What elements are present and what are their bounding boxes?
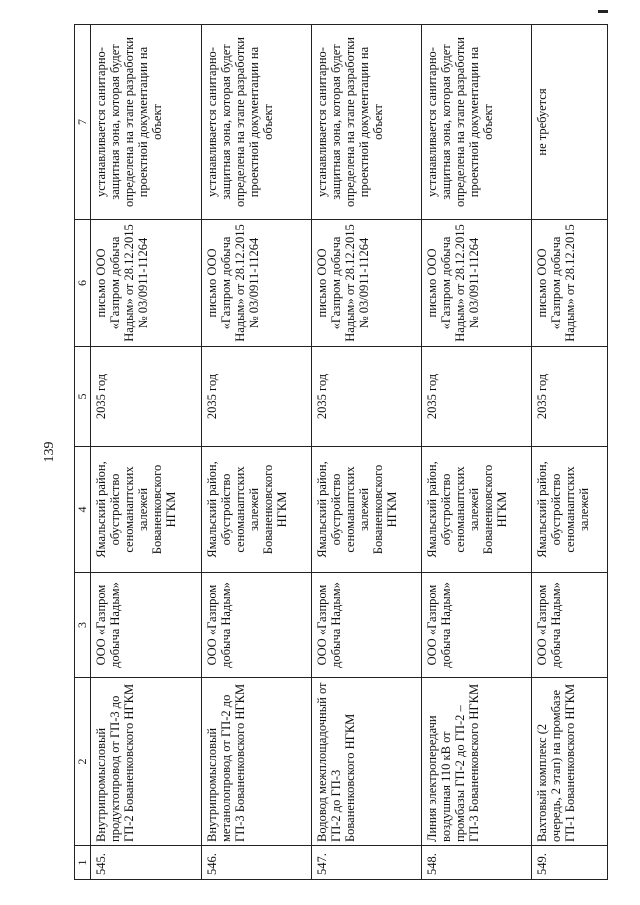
location: Ямальский район, обустройство сеноманаптских залежей Бованенковского НГКМ xyxy=(421,447,531,573)
location: Ямальский район, обустройство сеноманаптских залежей Бованенковского НГКМ xyxy=(91,447,201,573)
header-col-4: 4 xyxy=(75,447,91,573)
year: 2035 год xyxy=(421,347,531,447)
year: 2035 год xyxy=(201,347,311,447)
organization: ООО «Газпром добыча Надым» xyxy=(91,573,201,678)
table-row xyxy=(311,25,421,880)
location: Ямальский район, обустройство сеноманаптских залежей Бованенковского НГКМ xyxy=(311,447,421,573)
organization: ООО «Газпром добыча Надым» xyxy=(311,573,421,678)
year: 2035 год xyxy=(91,347,201,447)
header-col-5: 5 xyxy=(75,347,91,447)
object-name: Внутрипромысловый метанолопровод от ГП-2 до ГП-3 Бованенковского НГКМ xyxy=(201,678,311,846)
note: не требуется xyxy=(531,25,607,220)
header-col-6: 6 xyxy=(75,220,91,347)
objects-table xyxy=(74,24,608,880)
organization: ООО «Газпром добыча Надым» xyxy=(531,573,607,678)
header-col-3: 3 xyxy=(75,573,91,678)
page-number: 139 xyxy=(42,441,57,463)
object-name: Вахтовый комплекс (2 очередь, 2 этап) на промбазе ГП-1 Бованенковского НГКМ xyxy=(531,678,607,846)
note: устанавливается санитарно-защитная зона, которая будет определена на этапе разработки проектной документации на объект xyxy=(421,25,531,220)
row-number: 546. xyxy=(201,846,311,880)
object-name: Водовод межплощадочный от ГП-2 до ГП-3 Бованенковского НГКМ xyxy=(311,678,421,846)
header-col-2: 2 xyxy=(75,678,91,846)
year: 2035 год xyxy=(311,347,421,447)
organization: ООО «Газпром добыча Надым» xyxy=(201,573,311,678)
header-col-1: 1 xyxy=(75,846,91,880)
object-name: Внутрипромысловый продуктопровод от ГП-3 до ГП-2 Бованенковского НГКМ xyxy=(91,678,201,846)
row-number: 547. xyxy=(311,846,421,880)
note: устанавливается санитарно-защитная зона, которая будет определена на этапе разработки проектной документации на объект xyxy=(91,25,201,220)
basis: письмо ООО «Газпром добыча Надым» от 28.12.2015 № 03/0911-11264 xyxy=(91,220,201,347)
row-number: 545. xyxy=(91,846,201,880)
note: устанавливается санитарно-защитная зона, которая будет определена на этапе разработки проектной документации на объект xyxy=(311,25,421,220)
basis: письмо ООО «Газпром добыча Надым» от 28.12.2015 № 03/0911-11264 xyxy=(201,220,311,347)
basis: письмо ООО «Газпром добыча Надым» от 28.12.2015 № 03/0911-11264 xyxy=(311,220,421,347)
rotated-table-wrapper xyxy=(74,25,608,880)
header-col-7: 7 xyxy=(75,25,91,220)
basis: письмо ООО «Газпром добыча Надым» от 28.12.2015 xyxy=(531,220,607,347)
basis: письмо ООО «Газпром добыча Надым» от 28.12.2015 № 03/0911-11264 xyxy=(421,220,531,347)
table-row xyxy=(531,25,607,880)
row-number: 548. xyxy=(421,846,531,880)
note: устанавливается санитарно-защитная зона, которая будет определена на этапе разработки проектной документации на объект xyxy=(201,25,311,220)
organization: ООО «Газпром добыча Надым» xyxy=(421,573,531,678)
location: Ямальский район, обустройство сеноманаптских залежей Бованенковского НГКМ xyxy=(201,447,311,573)
location: Ямальский район, обустройство сеноманаптских залежей xyxy=(531,447,607,573)
row-number: 549. xyxy=(531,846,607,880)
table-row xyxy=(201,25,311,880)
year: 2035 год xyxy=(531,347,607,447)
scan-mark xyxy=(598,10,608,13)
object-name: Линия электропередачи воздушная 110 кВ от промбазы ГП-2 до ГП-2 – ГП-3 Бованенковского НГКМ xyxy=(421,678,531,846)
header-row xyxy=(75,25,91,880)
table-row xyxy=(421,25,531,880)
table-row xyxy=(91,25,201,880)
